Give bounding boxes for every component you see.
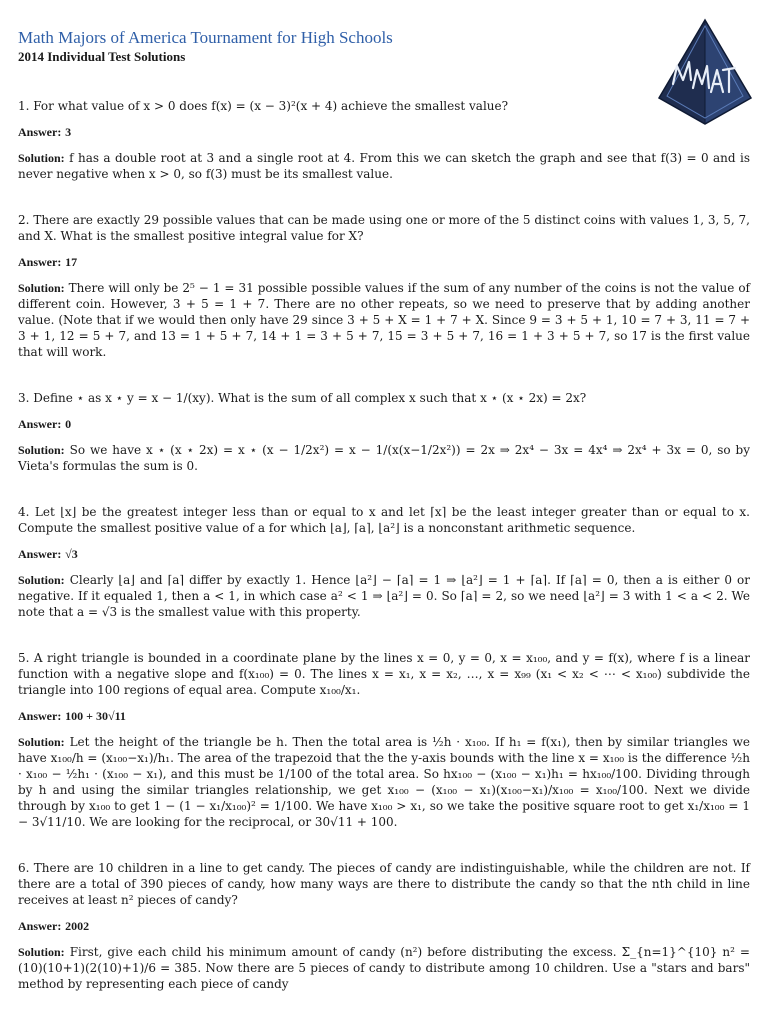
problem-2-question: 2. There are exactly 29 possible values that can be made using one or more of the 5 distinct coins with values 1, 3, 5, 7, and X. What is the smallest positive integral value for X? bbox=[18, 213, 750, 243]
problem-list bbox=[18, 98, 750, 992]
answer-label: Answer: bbox=[18, 709, 62, 723]
solution-text: Let the height of the triangle be h. Then the total area is ½h · x₁₀₀. If h₁ = f(x₁), then by similar triangles we have x₁₀₀/h = (x₁₀₀−x₁)/h₁. The area of the trapezoid that the the y-axis bounds with the line x = x₁₀₀ is the difference ½h · x₁₀₀ − ½h₁ · (x₁₀₀ − x₁), and this must be 1/100 of the total area. So hx₁₀₀ − (x₁₀₀ − x₁)h₁ = hx₁₀₀/100. Dividing through by h and using the similar triangles relationship, we get x₁₀₀ − (x₁₀₀ − x₁)(x₁₀₀−x₁)/x₁₀₀ = x₁₀₀/100. Next we divide through by x₁₀₀ to get 1 − (1 − x₁/x₁₀₀)² = 1/100. We have x₁₀₀ > x₁, so we take the positive square root to get x₁/x₁₀₀ = 1 − 3√11/10. We are looking for the reciprocal, or 30√11 + 100. bbox=[18, 735, 750, 829]
problem-5-question: 5. A right triangle is bounded in a coordinate plane by the lines x = 0, y = 0, x = x₁₀₀, and y = f(x), where f is a linear function with a negative slope and f(x₁₀₀) = 0. The lines x = x₁, x = x₂, …, x = x₉₉ (x₁ < x₂ < ⋯ < x₁₀₀) subdivide the triangle into 100 regions of equal area. Compute x₁₀₀/x₁. bbox=[18, 651, 750, 697]
solution-text: f has a double root at 3 and a single root at 4. From this we can sketch the graph and see that f(3) = 0 and is never negative when x > 0, so f(3) must be its smallest value. bbox=[18, 151, 750, 181]
answer-value: 3 bbox=[65, 125, 72, 139]
answer-value: 17 bbox=[65, 255, 78, 269]
solution-text: So we have x ⋆ (x ⋆ 2x) = x ⋆ (x − 1/2x²) = x − 1/(x(x−1/2x²)) = 2x ⇒ 2x⁴ − 3x = 4x⁴ ⇒ 2x⁴ + 3x = 0, so by Vieta's formulas the sum is 0. bbox=[18, 443, 750, 473]
solution-text: Clearly ⌊a⌋ and ⌈a⌉ differ by exactly 1. Hence ⌊a²⌋ − ⌈a⌉ = 1 ⇒ ⌊a²⌋ = 1 + ⌈a⌉. If ⌈a⌉ = 0, then a is either 0 or negative. If it equaled 1, then a < 1, in which case a² < 1 ⇒ ⌊a²⌋ = 0. So ⌈a⌉ = 2, so we need ⌊a²⌋ = 3 with 1 < a < 2. We note that a = √3 is the smallest value with this property. bbox=[18, 573, 750, 619]
answer-label: Answer: bbox=[18, 255, 62, 269]
problem-2 bbox=[18, 212, 750, 360]
solution-text: There will only be 2⁵ − 1 = 31 possible possible values if the sum of any number of the coins is not the value of different coin. However, 3 + 5 = 1 + 7. There are no other repeats, so we need to preserve that by adding another value. (Note that if we would then only have 29 since 3 + 5 + X = 1 + 7 + X. Since 9 = 3 + 5 + 1, 10 = 7 + 3, 11 = 7 + 3 + 1, 12 = 5 + 7, and 13 = 1 + 5 + 7, 14 + 1 = 3 + 5 + 7, 15 = 3 + 5 + 7, 16 = 1 + 3 + 5 + 7, so 17 is the first value that will work. bbox=[18, 281, 750, 359]
answer-value: 2002 bbox=[65, 919, 90, 933]
solution-label: Solution: bbox=[18, 281, 65, 295]
problem-1 bbox=[18, 98, 750, 182]
problem-1-solution bbox=[18, 150, 750, 182]
answer-label: Answer: bbox=[18, 547, 62, 561]
problem-4-question: 4. Let ⌊x⌋ be the greatest integer less than or equal to x and let ⌈x⌉ be the least integer greater than or equal to x. Compute the smallest positive value of a for which ⌊a⌋, ⌈a⌉, ⌊a²⌋ is a nonconstant arithmetic sequence. bbox=[18, 505, 750, 535]
page-title: Math Majors of America Tournament for High Schools bbox=[18, 28, 393, 47]
problem-5 bbox=[18, 650, 750, 830]
problem-6-solution bbox=[18, 944, 750, 992]
page-subtitle: 2014 Individual Test Solutions bbox=[18, 49, 186, 64]
problem-6 bbox=[18, 860, 750, 992]
problem-2-answer bbox=[18, 254, 750, 270]
answer-value: √3 bbox=[65, 547, 78, 561]
answer-label: Answer: bbox=[18, 919, 62, 933]
solution-label: Solution: bbox=[18, 573, 65, 587]
problem-4-answer bbox=[18, 546, 750, 562]
problem-1-answer bbox=[18, 124, 750, 140]
answer-label: Answer: bbox=[18, 125, 62, 139]
solution-label: Solution: bbox=[18, 151, 65, 165]
problem-4-solution bbox=[18, 572, 750, 620]
problem-3-answer bbox=[18, 416, 750, 432]
problem-5-answer bbox=[18, 708, 750, 724]
solution-text: First, give each child his minimum amount of candy (n²) before distributing the excess. Σ_{n=1}^{10} n² = (10)(10+1)(2(10)+1)/6 = 385. Now there are 5 pieces of candy to distribute among 10 children. Use a "stars and bars" method by representing each piece of candy bbox=[18, 945, 750, 991]
problem-6-answer bbox=[18, 918, 750, 934]
problem-2-solution bbox=[18, 280, 750, 360]
solution-label: Solution: bbox=[18, 945, 65, 959]
solution-label: Solution: bbox=[18, 735, 65, 749]
problem-6-question: 6. There are 10 children in a line to get candy. The pieces of candy are indistinguishable, while the children are not. If there are a total of 390 pieces of candy, how many ways are there to distribute the candy so that the nth child in line receives at least n² pieces of candy? bbox=[18, 861, 750, 907]
solution-label: Solution: bbox=[18, 443, 65, 457]
problem-3 bbox=[18, 390, 750, 474]
problem-1-question: 1. For what value of x > 0 does f(x) = (x − 3)²(x + 4) achieve the smallest value? bbox=[18, 99, 509, 113]
problem-3-question: 3. Define ⋆ as x ⋆ y = x − 1/(xy). What is the sum of all complex x such that x ⋆ (x ⋆ 2x) = 2x? bbox=[18, 391, 587, 405]
problem-5-solution bbox=[18, 734, 750, 830]
problem-4 bbox=[18, 504, 750, 620]
answer-value: 100 + 30√11 bbox=[65, 709, 126, 723]
problem-3-solution bbox=[18, 442, 750, 474]
answer-label: Answer: bbox=[18, 417, 62, 431]
answer-value: 0 bbox=[65, 417, 72, 431]
header bbox=[18, 28, 638, 65]
